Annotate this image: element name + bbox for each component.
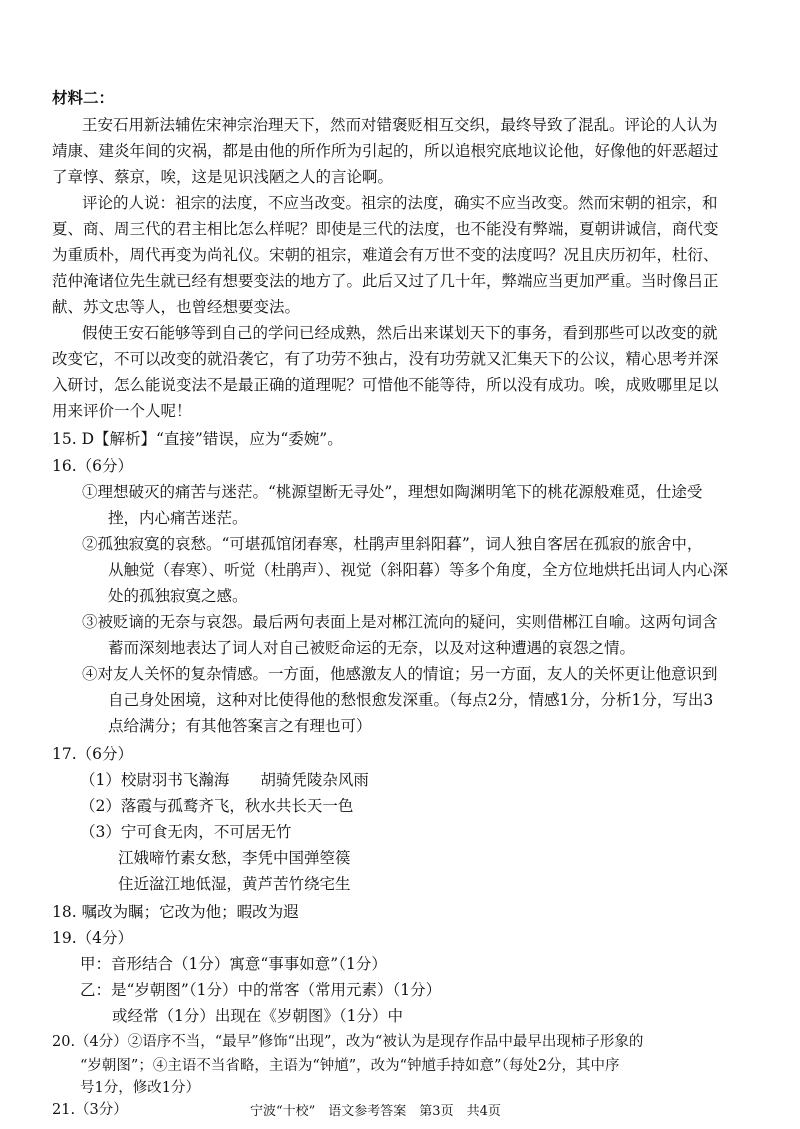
answer-16-item4-line2: 自己身处困境，这种对比使得他的愁恨愈发深重。（每点2分，情感1分，分析1分，写出3: [108, 691, 714, 709]
answer-15: 15. D【解析】“直接”错误，应为“委婉”。: [52, 430, 343, 448]
page-footer: 宁波“十校” 语文参考答案 第3页 共4页: [250, 1104, 501, 1119]
material-p2-line2: 夏、商、周三代的君主相比怎么样呢？即使是三代的法度，也不能没有弊端，夏朝讲诚信，商代变: [52, 220, 719, 238]
answer-17-header: 17.（6分）: [52, 745, 134, 763]
material-p1-line3: 了章惇、蔡京，唉，这是见识浅陋之人的言论啊。: [52, 168, 394, 186]
answer-16-header: 16.（6分）: [52, 457, 134, 475]
answer-17-extra2: 住近湓江地低湿，黄芦苦竹绕宅生: [118, 875, 351, 893]
answer-16-item1-line2: 挫，内心痛苦迷茫。: [108, 509, 248, 527]
answer-19-line2: 乙：是“岁朝图”（1分）中的常客（常用元素）（1分）: [80, 981, 442, 999]
answer-16-item2-line3: 处的孤独寂寞之感。: [108, 587, 248, 605]
material-p2-line1: 评论的人说：祖宗的法度，不应当改变。祖宗的法度，确实不应当改变。然而宋朝的祖宗，和: [82, 194, 718, 212]
answer-16-item1-line1: ①理想破灭的痛苦与迷茫。“桃源望断无寻处”，理想如陶渊明笔下的桃花源般难觅，仕途受: [82, 483, 703, 501]
material-p1-line2: 靖康、建炎年间的灾祸，都是由他的所作所为引起的，所以追根究底地议论他，好像他的奸恶超过: [52, 142, 719, 160]
material-p3-line4: 用来评价一个人呢！: [52, 402, 192, 420]
material-p3-line2: 改变它，不可以改变的就沿袭它，有了功劳不独占，没有功劳就又汇集天下的公议，精心思考并深: [52, 350, 719, 368]
answer-19-header: 19.（4分）: [52, 929, 134, 947]
material-p2-line5: 献、苏文忠等人，也曾经想要变法。: [52, 298, 301, 316]
material-p3-line1: 假使王安石能够等到自己的学问已经成熟，然后出来谋划天下的事务，看到那些可以改变的就: [82, 324, 718, 342]
answer-16-item4-line1: ④对友人关怀的复杂情感。一方面，他感激友人的情谊；另一方面，友人的关怀更让他意识到: [82, 665, 718, 683]
answer-16-item3-line2: 蓄而深刻地表达了词人对自己被贬命运的无奈，以及对这种遭遇的哀怨之情。: [108, 639, 636, 657]
answer-17-item3: （3）宁可食无肉，不可居无竹: [80, 823, 292, 841]
answer-16-item2-line2: 从触觉（春寒）、听觉（杜鹃声）、视觉（斜阳暮）等多个角度，全方位地烘托出词人内心深: [108, 561, 729, 579]
answer-16-item3-line1: ③被贬谪的无奈与哀怨。最后两句表面上是对郴江流向的疑问，实则借郴江自喻。这两句词含: [82, 613, 718, 631]
answer-17-extra1: 江娥啼竹素女愁，李凭中国弹箜篌: [118, 849, 351, 867]
answer-16-item4-line3: 点给满分；有其他答案言之有理也可）: [108, 717, 372, 735]
material-p1-line1: 王安石用新法辅佐宋神宗治理天下，然而对错褒贬相互交织，最终导致了混乱。评论的人认为: [82, 116, 718, 134]
answer-18: 18. 嘱改为瞩；它改为他；暇改为遐: [52, 903, 299, 921]
answer-17-item2: （2）落霞与孤鹜齐飞，秋水共长天一色: [80, 797, 354, 815]
material-p2-line4: 范仲淹诸位先生就已经有想要变法的地方了。此后又过了几十年，弊端应当更加严重。当时像吕正: [52, 272, 719, 290]
answer-19-line1: 甲：音形结合（1分）寓意“事事如意”（1分）: [80, 955, 387, 973]
material-p2-line3: 为重质朴，周代再变为尚礼仪。宋朝的祖宗，难道会有万世不变的法度吗？况且庆历初年，杜衍、: [52, 246, 719, 264]
material-p3-line3: 入研讨，怎么能说变法不是最正确的道理呢？可惜他不能等待，所以没有成功。唉，成败哪里足以: [52, 376, 719, 394]
answer-19-line3: 或经常（1分）出现在《岁朝图》（1分）中: [112, 1007, 403, 1025]
material-title: 材料二：: [52, 89, 115, 107]
answer-17-item1: （1）校尉羽书飞瀚海 胡骑凭陵杂风雨: [80, 771, 369, 789]
answer-20-line3: 号1分，修改1分）: [80, 1080, 200, 1096]
answer-20-line1: 20.（4分）②语序不当，“最早”修饰“出现”，改为“被认为是现存作品中最早出现柿子形象的: [52, 1034, 644, 1050]
answer-16-item2-line1: ②孤独寂寞的哀愁。“可堪孤馆闭春寒，杜鹃声里斜阳暮”，词人独自客居在孤寂的旅舍中，: [82, 535, 703, 553]
answer-21: 21.（3分）: [52, 1102, 128, 1118]
answer-20-line2: “岁朝图”；④主语不当省略，主语为“钟馗”，改为“钟馗手持如意”（每处2分，其中序: [80, 1058, 620, 1074]
